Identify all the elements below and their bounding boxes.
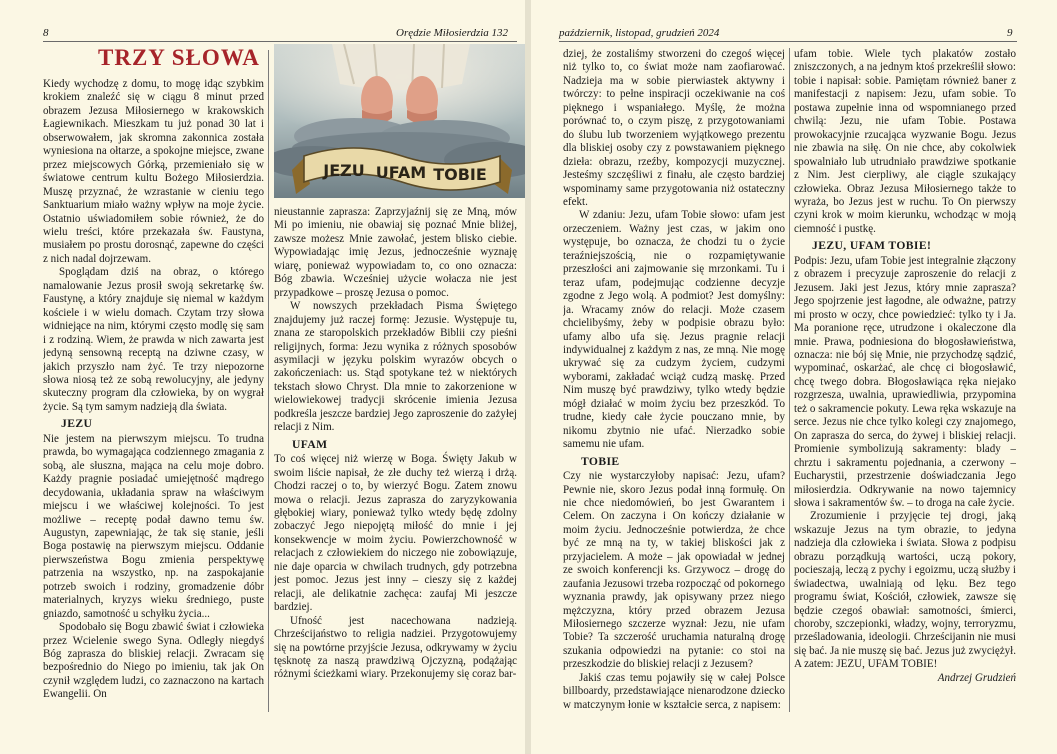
paragraph: Spoglądam dziś na obraz, o którego namalowanie Jezus prosił swoją sekretarkę św. Faustynę, a który znajduje się niemal w każdym kościele i w wielu domach. Czytam trzy słowa widniejące na nim, którymi często modlę się sam i z rodziną. Wiem, że prawda w nich zawarta jest jedyną sensowną receptą na dziwne czasy, w jakich przyszło nam żyć. Te trzy niepozorne słowa niosą też ze sobą rewolucyjny, ale jedyny skuteczny program dla człowieka, by on wygrał życie. Są tym samym nadzieją dla świata.	[43, 266, 264, 413]
banner-word-jezu: JEZU	[323, 161, 365, 180]
section-heading-jezu-ufam-tobie: JEZU, UFAM TOBIE!	[812, 239, 932, 253]
paragraph: Jakiś czas temu pojawiły się w całej Polsce billboardy, przedstawiające nienarodzone dziecko w matczynym łonie w kształcie serca, z napisem:	[563, 671, 785, 711]
paragraph: nieustannie zaprasza: Zaprzyjaźnij się ze Mną, mów Mi po imieniu, nie obawiaj się poznać Mnie bliżej, zawsze możesz Mnie zawołać, jestem blisko ciebie. Wypowiadając imię Jezus, jednocześnie wyznaję wiarę, ponieważ wypowiadam to, co ono oznacza: Bóg zbawia. Wcześniej użycie wołacza nie jest przypadkowe – proszę Jezusa o pomoc.	[274, 206, 517, 299]
banner-word-tobie: TOBIE	[433, 165, 487, 184]
header-rule	[43, 41, 517, 42]
feet-on-clouds-illustration	[274, 44, 530, 198]
running-title: październik, listopad, grudzień 2024	[559, 27, 720, 39]
left-page-column-2	[274, 206, 517, 713]
paragraph: W nowszych przekładach Pisma Świętego znajdujemy już raczej formę: Jezusie. Występuje tu, znana ze staropolskich przekładów Biblii czy pieśni religijnych, forma: Jezu wynika z różnych sposobów asymilacji w języku polskim wyrazów obcych o zakończeniach: us. Stąd spotykane też w niektórych tekstach słowo Chryst. Dla mnie to zakorzenione w wielowiekowej tradycji skrócenie imienia Jezusa podkreśla jeszcze bardziej Jego zaproszenie do zażyłej relacji z Nim.	[274, 300, 517, 434]
divine-mercy-image	[274, 44, 530, 198]
page-number: 8	[43, 27, 49, 39]
paragraph: Ufność jest nacechowana nadzieją. Chrześcijaństwo to religia nadziei. Przygotowujemy się na powtórne przyjście Jezusa, odkrywamy w życiu tęsknotę za naszą prawdziwą Ojczyzną, podążając różnymi ścieżkami wiary. Przekonujemy się coraz bar-	[274, 614, 517, 681]
header-rule	[559, 41, 1017, 42]
section-heading-tobie: TOBIE	[581, 454, 620, 468]
author-signature: Andrzej Grudzień	[937, 671, 1016, 684]
left-page-column-1	[43, 78, 264, 713]
right-page-column-2	[794, 48, 1016, 714]
paragraph: Podpis: Jezu, ufam Tobie jest integralnie złączony z obrazem i precyzuje zaproszenie do relacji z Jezusem. Jaki jest Jezus, który mnie zaprasza? Jego spojrzenie jest łagodne, ale odważne, patrzy mi prosto w oczy, chce powiedzieć: tylko ty i Ja. Ma poranione ręce, utrudzone i okaleczone dla mnie. Prawa, podniesiona do błogosławieństwa, oznacza: nie bój się Mnie, nie przychodzę sądzić, wypominać, oskarżać, ale chcę ci błogosławić, chcę twego dobra. Błogosławiąca ręka niejako rozgrzesza, uwalnia, uprawiedliwia, przypomina też o sakramencie pokuty. Lewa ręka wskazuje na serce. Jezus nie chce tylko kolegi czy znajomego, On zaprasza do serca, do żywej i bliskiej relacji. Promienie symbolizują sakramenty: blady – chrztu i sakramentu pojednania, a czerwony – Eucharystii, przestrzenie doświadczania Jego miłosierdzia. Odkrywanie na nowo tajemnicy słowa i sakramentów św. – to droga na całe życie.	[794, 254, 1016, 509]
running-title: Orędzie Miłosierdzia 132	[396, 27, 509, 39]
right-page-column-1	[563, 48, 785, 714]
paragraph: W zdaniu: Jezu, ufam Tobie słowo: ufam jest orzeczeniem. Ważny jest czas, w jakim ono występuje, bo oznacza, że chodzi tu o życie teraźniejszością, nie o rozpamiętywanie przeszłości ani zajmowanie się mrzonkami. Tu i teraz ufam, podejmując codzienne decyzje zgodne z Jego wolą. A podmiot? Jest domyślny: ja. Wracamy znów do relacji. Może czasem chcielibyśmy, żeby w podpisie obrazu było: ufamy albo ufa się. Jezus pragnie relacji indywidualnej z każdym z nas, ze mną. Nie mogę ukrywać się za cudzym życiem, cudzymi wyborami, zakładać wciąż cudzą maskę. Przed Nim muszę być prawdziwy, tylko wtedy będzie mógł działać w moim życiu bez przeszkód. To trudne, kiedy całe życie pouczano mnie, by nikomu zbytnio nie ufać. Nierzadko sobie samemu nie ufam.	[563, 209, 785, 451]
paragraph: Nie jestem na pierwszym miejscu. To trudna prawda, bo wymagająca codziennego zmagania z sobą, ale słuszna, mająca na celu moje dobro. Każdy pragnie posiadać umiejętność mądrego decydowania, układania spraw na właściwym miejscu i we właściwej kolejności. To jest możliwe – receptę podał dawno temu św. Augustyn, zapewniając, że tak się stanie, jeśli Boga postawię na pierwszym miejscu. Oddanie pierwszeństwa Bogu zmienia perspektywę patrzenia na wszystko, np. na zaspokajanie potrzeb swoich i rodziny, gromadzenie dóbr materialnych, kryzys wieku średniego, puste gniazdo, samotność u schyłku życia...	[43, 432, 264, 620]
banner-word-ufam: UFAM	[375, 163, 427, 182]
column-divider	[268, 50, 269, 712]
paragraph: Kiedy wychodzę z domu, to mogę idąc szybkim krokiem znaleźć się w ciągu 8 minut przed obrazem Jezusa Miłosiernego w krakowskich Łagiewnikach. Mieszkam tu już ponad 30 lat i obserwowałem, jak skromna zakonnica została wyniesiona na ołtarze, a spokojne miejsce, zwane przez miejscowych Górką, przemieniało się w światowe centrum kultu Bożego Miłosierdzia. Muszę przyznać, że wzrastanie w cieniu tego Sanktuarium miało ważny wpływ na moje życie. Ostatnio uświadomiłem sobie również, że do wielu treści, które przekazała św. Faustyna, musiałem po prostu dorosnąć, zapewne do części z nich nadal dojrzewam.	[43, 78, 264, 265]
paragraph: Czy nie wystarczyłoby napisać: Jezu, ufam? Pewnie nie, skoro Jezus podał inną formułę. On nie chce niedomówień, bo jest Gwarantem i Celem. On zaczyna i On kończy działanie w moim życiu. Jednocześnie potwierdza, że chce być ze mną na ty, w takiej bliskości jak z przyjacielem. A może – jak opowiadał w jednej ze swoich konferencji ks. Grzywocz – drogę do zaufania Jezusowi trzeba rozpocząć od pokornego wyznania prawdy, jak opisywany przez niego mężczyzna, który przed obrazem Jezusa Miłosiernego szczerze wyznał: Jezu, nie ufam Tobie? Ta szczerość uruchamia naturalną drogę szukania odpowiedzi na pytanie: co stoi na przeszkodzie do bliskiej relacji z Jezusem?	[563, 470, 785, 671]
article-title: TRZY SŁOWA	[98, 45, 260, 70]
page-number: 9	[1007, 27, 1013, 39]
right-page	[531, 0, 1057, 754]
left-page	[0, 0, 525, 754]
paragraph: Zrozumienie i przyjęcie tej drogi, jaką wskazuje Jezus na tym obrazie, to jedyna nadzieja dla człowieka i świata. Słowa z podpisu obrazu porządkują wartości, uczą pokory, pocieszają, leczą z pychy i egoizmu, uczą służby i świadectwa, uwalniają od lęku. Bez tego programu świat, Kościół, człowiek, zawsze się będzie czegoś obawiał: samotności, śmierci, choroby, szczepionki, władzy, wojny, terroryzmu, prześladowania, ideologii. Chrześcijanin nie musi się bać. Ja nie muszę się bać. Jezus już zwyciężył. A zatem: JEZU, UFAM TOBIE!	[794, 510, 1016, 671]
paragraph: ufam tobie. Wiele tych plakatów zostało zniszczonych, a na jednym ktoś przekreślił słowo: tobie i napisał: sobie. Pamiętam również baner z manifestacji z napisem: Jezu, ufam sobie. To postawa zupełnie inna od wspomnianego przed chwilą: Jezu, nie ufam Tobie. Postawa prowokacyjnie rzucająca wyzwanie Bogu. Jezus nie zbawia na siłę. On nie chce, aby cokolwiek spowalniało lub utrudniało prawdziwe spotkanie z Nim. Jest cierpliwy, ale ciągle szukający człowieka. Obraz Jezusa Miłosiernego także to wyraża, bo Jezus jest w ruchu. To On pierwszy czyni krok w moim kierunku, wchodząc w moją ciemność i pustkę.	[794, 48, 1016, 235]
column-divider	[789, 48, 790, 712]
section-heading-jezu: JEZU	[61, 417, 93, 431]
paragraph: To coś więcej niż wierzę w Boga. Święty Jakub w swoim liście napisał, że złe duchy też wierzą i drżą. Chodzi raczej o to, by wierzyć Bogu. Zatem znowu mowa o relacji. Jezus zaprasza do zaryzykowania głębokiej wiary, ponieważ tylko wtedy będę zdolny zobaczyć Jego niepojętą miłość do mnie i jej konsekwencje w moim życiu. Powierzchowność w relacjach z człowiekiem do niczego nie zobowiązuje, nie daje oparcia w chwilach trudnych, gdy potrzebna jest pomoc. Jezus jest inny – cieszy się z każdej relacji, ale delikatnie zachęca: zaufaj Mi jeszcze bardziej.	[274, 453, 517, 614]
paragraph: dziej, że zostaliśmy stworzeni do czegoś więcej niż tylko to, co świat może nam zaofiarować. Nadzieja ma w sobie pierwiastek aktywny i twórczy: to pełne inspiracji oczekiwanie na coś pięknego i wspaniałego. Myślę, że można porównać to, o czym piszę, z przygotowaniami do ślubu lub tworzeniem wyjątkowego prezentu dla bliskiej osoby czy z powstawaniem pięknego dzieła: obrazu, rzeźby, kompozycji muzycznej. Jesteśmy szczęśliwi z finału, ale często bardziej wspominamy same przygotowania niż ostateczny efekt.	[563, 48, 785, 208]
section-heading-ufam: UFAM	[292, 437, 328, 451]
paragraph: Spodobało się Bogu zbawić świat i człowieka przez Wcielenie swego Syna. Odległy niegdyś Bóg zaprasza do bliskiej relacji. Zwracam się bezpośrednio do Niego po imieniu, tak jak On czynił względem ludzi, co zaznaczono na kartach Ewangelii. On	[43, 621, 264, 701]
